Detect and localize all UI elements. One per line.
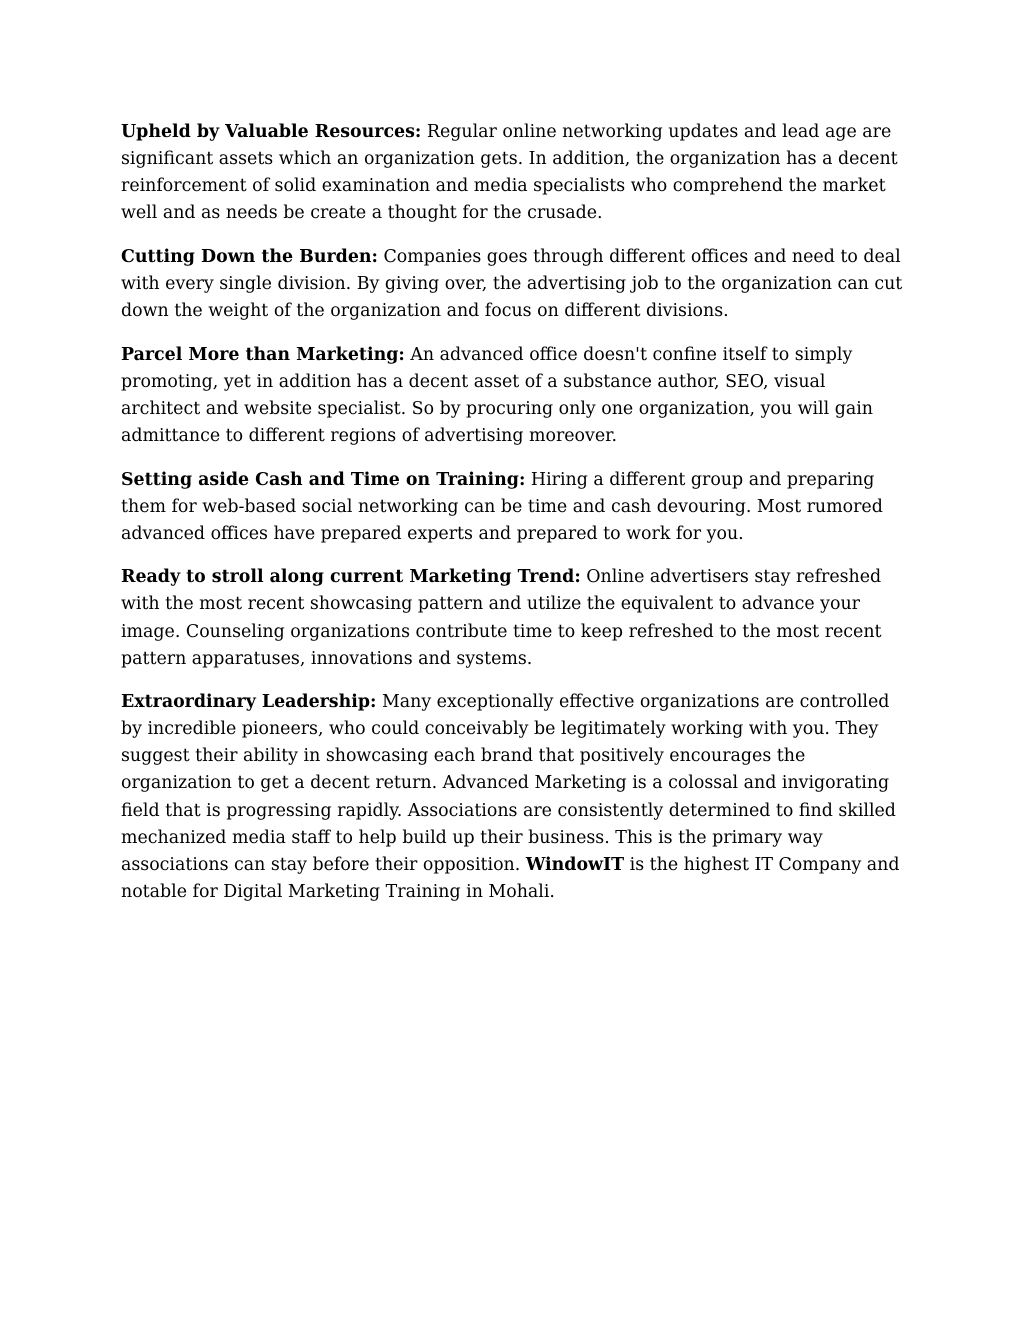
paragraph-heading: Upheld by Valuable Resources:	[121, 122, 422, 142]
paragraph-tail-text: is the highest IT Company and notable for Digital Marketing Training in Mohali.	[121, 854, 900, 902]
brand-name: WindowIT	[525, 854, 625, 875]
paragraph-parcel-more-than-marketing	[121, 342, 906, 450]
paragraph-heading: Setting aside Cash and Time on Training:	[121, 469, 526, 490]
paragraph-text: Companies goes through different offices and need to deal with every single division. By giving over, the advertising job to the organization can cut down the weight of the organization and focus on different divisions.	[121, 246, 903, 322]
paragraph-text: Online advertisers stay refreshed with the most recent showcasing pattern and utilize the equivalent to advance your image. Counseling organizations contribute time to keep refreshed to the most recent pattern apparatuses, innovations and systems.	[121, 567, 882, 669]
paragraph-text: Hiring a different group and preparing them for web-based social networking can be time and cash devouring. Most rumored advanced offices have prepared experts and prepared to work for you.	[121, 469, 883, 544]
paragraph-upheld-by-valuable-resources	[121, 119, 906, 227]
paragraph-text: Many exceptionally effective organizations are controlled by incredible pioneers, who could conceivably be legitimately working with you. They suggest their ability in showcasing each brand that positively encourages the organization to get a decent return. Advanced Marketing is a colossal and invigorating field that is progressing rapidly. Associations are consistently determined to find skilled mechanized media staff to help build up their business. This is the primary way associations can stay before their opposition.	[121, 692, 896, 875]
paragraph-cutting-down-the-burden	[121, 244, 906, 325]
paragraph-text: Regular online networking updates and lead age are significant assets which an organization gets. In addition, the organization has a decent reinforcement of solid examination and media specialists who comprehend the market well and as needs be create a thought for the crusade.	[121, 122, 898, 224]
paragraph-setting-aside-cash-and-time	[121, 467, 906, 548]
paragraph-heading: Parcel More than Marketing:	[121, 344, 405, 365]
document-page	[121, 119, 906, 906]
paragraph-text: An advanced office doesn't confine itself to simply promoting, yet in addition has a decent asset of a substance author, SEO, visual architect and website specialist. So by procuring only one organization, you will gain admittance to different regions of advertising moreover.	[121, 344, 873, 446]
paragraph-extraordinary-leadership	[121, 689, 906, 906]
paragraph-heading: Extraordinary Leadership:	[121, 692, 377, 713]
paragraph-heading: Ready to stroll along current Marketing Trend:	[121, 567, 581, 588]
paragraph-heading: Cutting Down the Burden:	[121, 246, 378, 267]
paragraph-ready-to-stroll	[121, 564, 906, 672]
